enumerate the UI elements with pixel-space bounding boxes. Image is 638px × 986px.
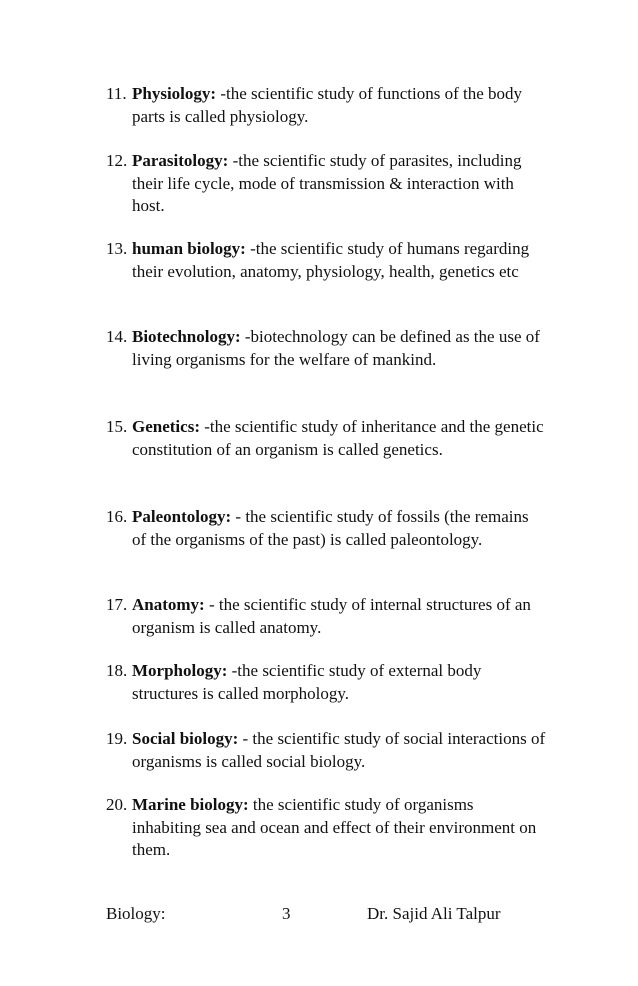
item-text: the scientific study of organisms inhabiting sea and ocean and effect of their environment on them. xyxy=(132,795,537,859)
item-number: 14. xyxy=(106,327,128,346)
list-item xyxy=(106,594,546,639)
footer-author: Dr. Sajid Ali Talpur xyxy=(367,904,501,923)
list-item xyxy=(106,238,546,283)
item-term: Physiology: xyxy=(132,84,217,103)
item-term: Genetics: xyxy=(132,417,200,436)
item-text: - the scientific study of fossils (the remains of the organisms of the past) is called paleontology. xyxy=(132,507,529,549)
item-number: 12. xyxy=(106,151,128,170)
item-number: 15. xyxy=(106,417,128,436)
list-item xyxy=(106,326,546,371)
item-number: 17. xyxy=(106,595,128,614)
item-text: -the scientific study of parasites, including their life cycle, mode of transmission & interaction with host. xyxy=(132,151,522,215)
list-item xyxy=(106,728,546,773)
item-body xyxy=(132,150,546,218)
item-term: Morphology: xyxy=(132,661,228,680)
item-text: - the scientific study of internal structures of an organism is called anatomy. xyxy=(132,595,531,637)
item-number: 19. xyxy=(106,729,128,748)
item-body xyxy=(132,660,546,705)
item-term: Marine biology: xyxy=(132,795,249,814)
item-term: human biology: xyxy=(132,239,246,258)
item-term: Paleontology: xyxy=(132,507,232,526)
list-item xyxy=(106,83,546,128)
item-number: 13. xyxy=(106,239,128,258)
item-text: -biotechnology can be defined as the use of living organisms for the welfare of mankind. xyxy=(132,327,540,369)
item-body xyxy=(132,728,546,773)
item-number: 18. xyxy=(106,661,128,680)
list-item xyxy=(106,660,546,705)
item-number: 20. xyxy=(106,795,128,814)
item-body xyxy=(132,83,546,128)
item-number: 11. xyxy=(106,84,127,103)
item-term: Social biology: xyxy=(132,729,239,748)
item-number: 16. xyxy=(106,507,128,526)
item-body xyxy=(132,326,546,371)
item-body xyxy=(132,794,546,862)
page-number: 3 xyxy=(282,904,291,923)
item-text: -the scientific study of external body structures is called morphology. xyxy=(132,661,482,703)
item-text: -the scientific study of humans regarding their evolution, anatomy, physiology, health, genetics etc xyxy=(132,239,530,281)
item-body xyxy=(132,416,546,461)
footer-subject: Biology: xyxy=(106,904,166,923)
item-body xyxy=(132,238,546,283)
item-term: Biotechnology: xyxy=(132,327,241,346)
item-term: Anatomy: xyxy=(132,595,205,614)
list-item xyxy=(106,150,546,218)
item-text: -the scientific study of functions of the body parts is called physiology. xyxy=(132,84,522,126)
list-item xyxy=(106,794,546,862)
list-item xyxy=(106,506,546,551)
list-item xyxy=(106,416,546,461)
item-text: - the scientific study of social interactions of organisms is called social biology. xyxy=(132,729,546,771)
item-text: -the scientific study of inheritance and the genetic constitution of an organism is called genetics. xyxy=(132,417,544,459)
item-body xyxy=(132,506,546,551)
item-term: Parasitology: xyxy=(132,151,229,170)
item-body xyxy=(132,594,546,639)
